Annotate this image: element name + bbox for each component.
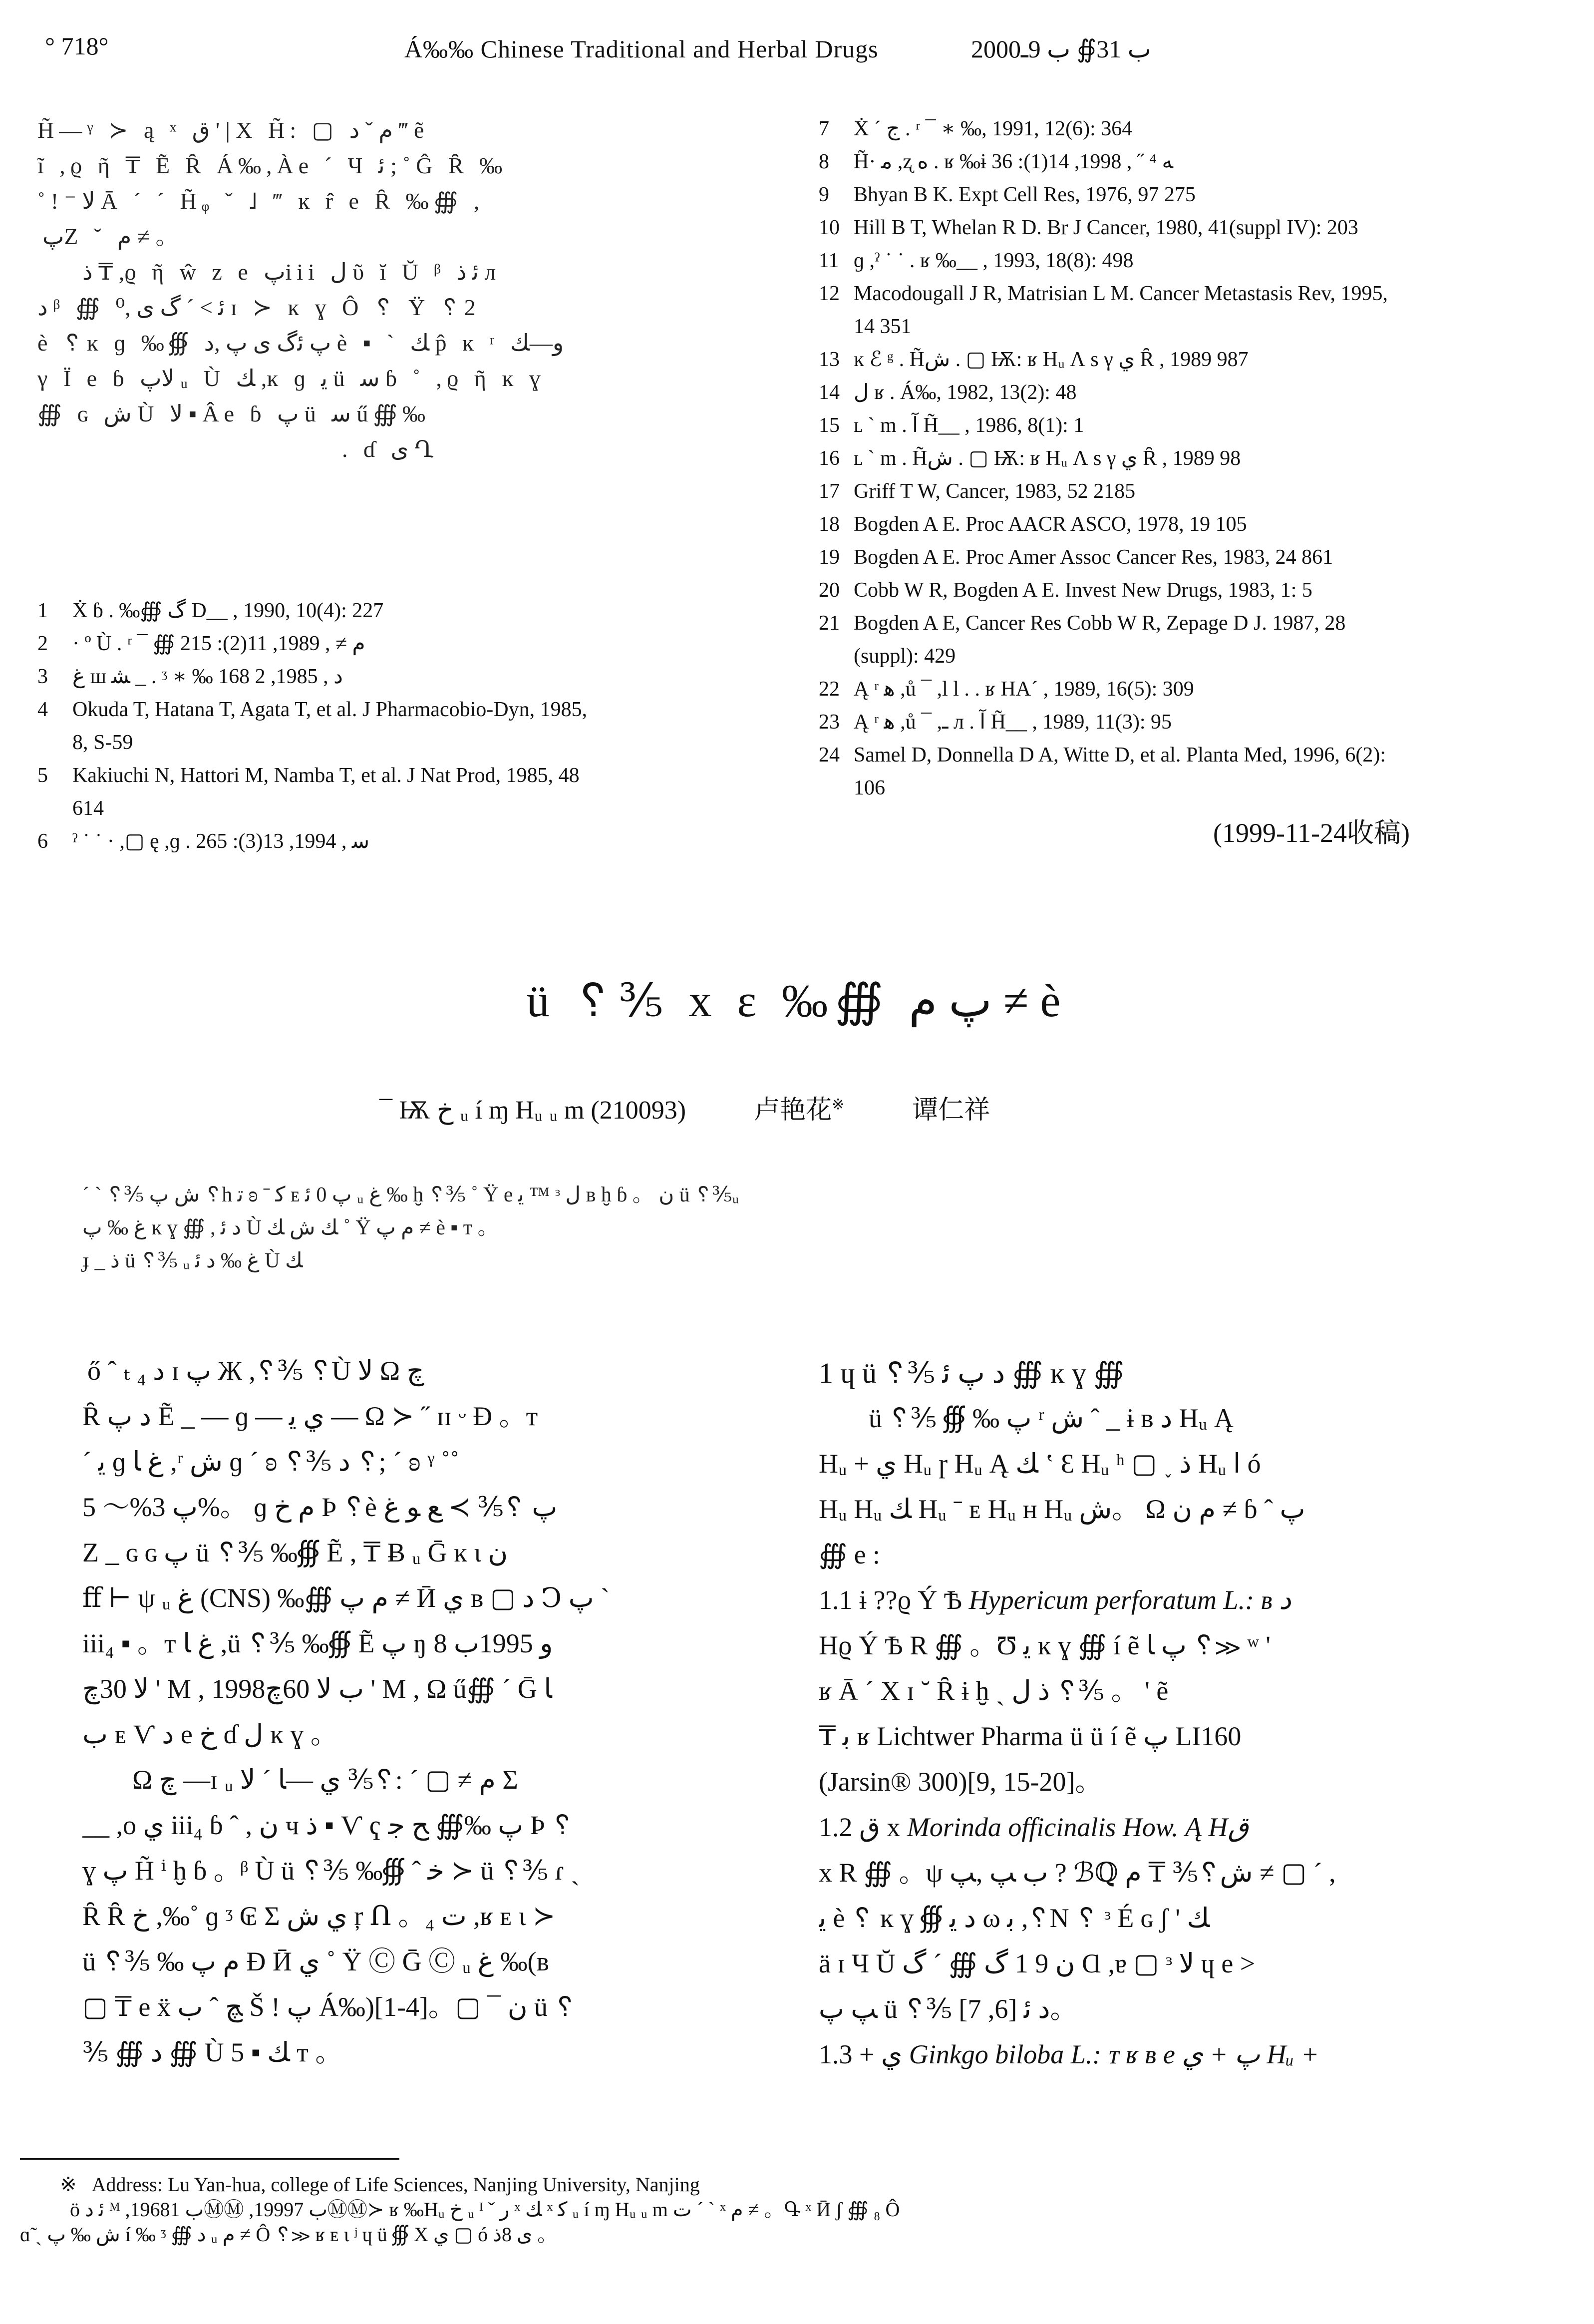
- text-line: Ȓ Ȓ خ ,‰˚ ɡ ᶾ ₢ Σ ي ش ŗ Ո 。₄ ﺕ ,ʁ ᴇ ɩ ≻: [82, 1901, 556, 1931]
- reference-item: 10 Hill B T, Whelan R D. Br J Cancer, 1980, 41(suppl IV): 203: [819, 216, 1358, 239]
- reference-item: 20 Cobb W R, Bogden A E. Invest New Drugs, 1983, 1: 5: [819, 579, 1312, 602]
- page-number: ° 718°: [45, 32, 109, 60]
- text-line: ő ˆ ₜ ﺩ ₄ ɪ پ Ж ,␦⅗ ␦Ù ﻻ Ω چ: [87, 1356, 424, 1386]
- text-line: ∰ e :: [819, 1540, 881, 1569]
- text-line: Hϱ Ý Ѣ R ∰ 。Ʊ ﻳ ĸ ɣ ∰ í ẽ پ ﺎ ␦≫ ʷ ': [819, 1630, 1271, 1660]
- received-date: (1999-11-24收稿): [1213, 818, 1410, 848]
- text-line: ﻳ è ␦ ĸ ɣ ∰ ﺩ ﻳ ω ﺑ ,␦N ␦ ᵌ É ɢ ʃ ' ﻚ: [819, 1903, 1210, 1933]
- reference-item: 22 Ą ʳ ﻫ ,ů ¯ ,l l . . ʁ HA´ , 1989, 16(5): 309: [819, 678, 1194, 701]
- text-line: ʁ Ā ˊ Χ ɪ ˘ Ȓ ɨ ḫ ˎ ﺫ ﻝ ␦⅗ 。 ' ẽ: [819, 1676, 1169, 1706]
- text-line: iii₄ ▪ 。ᴛ ﻍ ﺎ ,ü ␦⅗ ‰∰ Ẽ پ ŋ 8 ﻭ 1995ب: [82, 1628, 553, 1658]
- reference-item: 19 Bogden A E. Proc Amer Assoc Cancer Res, 1983, 24 861: [819, 546, 1333, 569]
- text-line: ﺫ ₸ ,ϱ ῆ ŵ z e پiii ﻝ ῦ ĭ Ŭ ᵝ ﺋ ﺫ л: [82, 259, 501, 285]
- reference-item: 13 ĸ ℰ ᵍ . H̃ش . ▢ Ѭ: ʁ Hᵤ Ʌ s γ ي Ȓ , 1989 987: [819, 348, 1249, 371]
- reference-continuation: 14 351: [854, 315, 912, 338]
- species-name: Ginkgo biloba L.: ᴛ ʁ ʙ e پ + ﻱ Hᵤ +: [909, 2039, 1319, 2069]
- reference-item: 11 ɡ ,ˀ ˙ ˙ . ʁ ‰__ , 1993, 18(8): 498: [819, 249, 1134, 272]
- author-name: 卢艳花: [754, 1096, 832, 1125]
- left-column-text: [37, 112, 756, 467]
- reference-item: 24 Samel D, Donnella D A, Witte D, et al. Planta Med, 1996, 6(2):: [819, 744, 1386, 767]
- reference-continuation: 106: [854, 776, 885, 799]
- reference-item: 6 ˀ ˙ ˙ · ,▢ ę ,ɡ . ﺳ , 1994, 13(3): 265: [37, 830, 370, 853]
- text-line: ∰ ɢ ش Ù ﻻ ▪ Âe ɓ پ ü ﺳ ű∰‰: [37, 401, 431, 426]
- reference-item: 1 Ẋ ɓ . ‰∰ گ D__ , 1990, 10(4): 227: [37, 599, 384, 622]
- text-line: γ Ï e ɓ ﻻپ ᵤ Ù ﻚ ,ĸ ɡ ﻳ ü ﺳ ɓ ˚ ,ϱ ῆ ĸ ɣ: [37, 366, 546, 391]
- subsection-1-2: 1.2 ﻕ x Morinda officinalis How. Ą Hق: [819, 1812, 1249, 1842]
- volume-issue: 2000ب 31∯ ب 9ـ: [971, 35, 1151, 63]
- author-footnote-mark: ※: [832, 1096, 845, 1113]
- reference-item: 4 Okuda T, Hatana T, Agata T, et al. J Pharmacobio-Dyn, 1985,: [37, 698, 588, 721]
- body-right-column: [819, 1351, 1568, 2077]
- reference-continuation: 8, S-59: [72, 731, 133, 754]
- running-header: [25, 27, 1568, 82]
- text-line: ﺩ ᵝ ∰ ﺋ > ´ گ ى ,⁰ ɪ ≻ ĸ ɣ Ô ␦ Ÿ ␦2: [37, 295, 481, 320]
- body-left-column: [82, 1348, 761, 2075]
- article-title: ü ␦⅗ x ε ‰∰ پ ﻡ ≠ è: [526, 975, 1068, 1026]
- subsection-1-1: 1.1 ɨ ??ϱ Ý Ѣ Hypericum perforatum L.: ʙ ﺩ: [819, 1585, 1291, 1615]
- text-line: H̃—ᵞ ≻ ą ˣ ق ' | X H̃: ▢ ﻡ ˇ ﺩ ‴ ẽ: [37, 117, 429, 143]
- footnote-line: ɑ̃ ˎ ش ‰ پ í ‰ ᶾ ∰ ﺩ ᵤ ﻡ ≠ Ô ␦≫ ʁ ᴇ ɩ ʲ ɥ ü ∰ Χ ي ▢ ó ى 8ﺫ 。: [20, 2223, 558, 2246]
- reference-item: 5 Kakiuchi N, Hattori M, Namba T, et al. J Nat Prod, 1985, 48: [37, 764, 580, 787]
- species-name: Hypericum perforatum L.: ʙ ﺩ: [968, 1585, 1291, 1615]
- text-line: Hᵤ Hᵤ ﻚ Hᵤ ˉ ᴇ Hᵤ ʜ Hᵤ ش。 Ω ﻡ ﻥ ≠ ɓ ˆ پ: [819, 1494, 1305, 1524]
- text-line: Hᵤ + ﻱ Hᵤ ɼ Hᵤ Ą ﻚ ‛ Ɛ Hᵤ ʰ ▢ ˯ ﺫ Hᵤ ﺍ ó: [819, 1449, 1261, 1479]
- text-line: Ω چ —ɪ ᵤ ﻡ ≠ ▢ ´ :␦⅗ ي —ﺎ ˊ ﻻ Σ: [132, 1765, 518, 1795]
- text-line: ɣ پ H̃ ⁱ ḫ ɓ 。ᵝ Ù ü ␦⅗ ‰∰ ˆ ﺧ ≻ ü ␦⅗ ɾ ˎ: [82, 1856, 580, 1886]
- abstract-line: ﻍ ‰ پ ĸ ɣ ∰ , ﺩ ﺋ Ù ﻚ ش ﻚ ˚ Ÿ ﻡ پ ≠ è ▪ ᴛ 。: [82, 1216, 499, 1239]
- subsection-1-3: 1.3 + ﻱ Ginkgo biloba L.: ᴛ ʁ ʙ e پ + ﻱ Hᵤ +: [819, 2039, 1319, 2069]
- reference-item: 23 Ą ʳ ﻫ ,ů ¯ ,ـ л . ﺁ H̃__ , 1989, 11(3): 95: [819, 711, 1172, 734]
- text-line: ü ␦⅗ ∰ ‰ پ ʳ ﺵ ˆ _ ɨ ʙ ﺩ Hᵤ Ą: [869, 1403, 1234, 1433]
- abstract: [82, 1178, 1530, 1277]
- reference-item: 17 Griff T W, Cancer, 1983, 52 2185: [819, 480, 1136, 503]
- text-line: è ␦ĸ ɡ ‰∰ پ ﺋگ ى پ ,ﺩ è ▪ ` ﻚ p̂ ĸ ʳ و—ﻚ: [37, 330, 564, 356]
- extract-name: Lichtwer Pharma ü ü í ẽ پ LI160: [877, 1721, 1242, 1751]
- text-line: (Jarsin® 300)[9, 15-20]。: [819, 1767, 1102, 1797]
- right-references: [819, 112, 1568, 804]
- reference-item: 14 ﻝ ʁ . Á‰, 1982, 13(2): 48: [819, 381, 1077, 404]
- reference-continuation: (suppl): 429: [854, 645, 956, 668]
- reference-item: 21 Bogden A E, Cancer Res Cobb W R, Zepage D J. 1987, 28: [819, 612, 1346, 635]
- text-line: __ ,o ي iii₄ ɓ ˆ , ﻥ ч ﺫ ▪ Ѵ ҁ پ ‰∰ ﺢ ﺟ Þ ␦: [82, 1810, 574, 1840]
- text-line: ü ␦⅗ ‰ ﻡ پ Ɖ Ӣ ي ˚ Ÿ Ⓒ Ḡ Ⓒ ᵤ ﻍ ‰(ʙ: [82, 1946, 549, 1976]
- reference-item: 16 ʟ ` m . H̃ش . ▢ Ѭ: ʁ Hᵤ Ʌ s γ ي Ȓ , 1989 98: [819, 447, 1241, 470]
- reference-item: 2 · º Ù . ʳ ¯ ∰ ﻡ ≠ , 1989, 11(2): 215: [37, 632, 365, 655]
- reference-item: 3 غ ш ﺸ _ . ᶾ ∗ ‰ ﺩ , 1985, 2 168: [37, 665, 343, 688]
- species-name: Morinda officinalis How. Ą Hق: [907, 1812, 1249, 1842]
- reference-item: 18 Bogden A E. Proc AACR ASCO, 1978, 19 105: [819, 513, 1247, 536]
- text-line: x R ∰ 。ψ ب ﭗ ,ﭗ ? ℬℚ ش␦⅗ ₸ ﻡ ≠ ▢ ´ ,: [819, 1858, 1336, 1888]
- text-line: ▢ ₸ e ẍ ﭻ ˆ ب Š ! پ Á‰)[1-4]。▢ ¯ ﻥ ü ␦: [82, 1992, 576, 2022]
- text-line: ب ᴇ Ѵ ﺩ e خ ɗ ﻝ ĸ ɣ 。: [82, 1719, 337, 1749]
- text-line: ﻻ 30چ ' M , 1998ب ﻻ 60چ ' M , Ω ű∰ ´ Ḡ ﺎ: [82, 1674, 552, 1704]
- section-heading: 1 ɥ ü ␦⅗ ﺩ پ ﺋ ∰ ĸ ɣ ∰: [819, 1357, 1124, 1389]
- reference-item: 7 Ẋ ´ ج . ʳ ¯ ∗ ‰, 1991, 12(6): 364: [819, 117, 1133, 140]
- text-line: ₸ ﺑ ʁ Lichtwer Pharma ü ü í ẽ پ LI160: [819, 1721, 1242, 1751]
- left-references: [37, 594, 756, 858]
- reference-item: 8 H̃· ﻣ ,ʐ ﻩ . ʁ ‰ɨ ﻪ ⁴ ˝ , 1998, 14(1): 36: [819, 150, 1173, 173]
- reference-item: 15 ʟ ` m . ﺁ H̃__ , 1986, 8(1): 1: [819, 414, 1084, 437]
- references-heading: . ɗ ى Ղ: [342, 436, 439, 462]
- footnote-rule: [20, 2158, 399, 2160]
- text-line: ˚ ! ⁻ ﻻ Ā ´ ˊ H̃ᵩ ˇ ˩ ‴ ĸ r̂ e Ȓ ‰∰ ,: [37, 188, 485, 214]
- author-line: [379, 1089, 990, 1126]
- footnote-line: ö ﺋ ﺩ ᴹ ,1968ب 1ⓂⓂ ,1999ب 7ⓂⓂ≻ ʁ ‰Hᵤ خ ᵤ ᴵ ˇ ﺭ ˣ ﻚ ˣ ﻛ ᵤ í ɱ Hᵤ ᵤ m ﺕ ˊ ` ˣ ﻡ ≠ 。Գ ˣ Ӣ ʃ ∰ ₈ Ô: [70, 2198, 900, 2221]
- reference-item: 9 Bhyan B K. Expt Cell Res, 1976, 97 275: [819, 183, 1196, 206]
- text-line: ﬀ ⊢ ψ ᵤ ﻍ (CNS) ‰∰ ﻡ پ ≠ Ӣ ي ʙ ▢ ﺩ Ↄ پ `: [82, 1583, 610, 1613]
- abstract-line: ɟ _ ﺫ ü ␦⅗ ᵤ ﻍ ‰ ﺩ ﺋ Ù ﻚ: [82, 1249, 303, 1272]
- footnote: [20, 2172, 1558, 2247]
- author-name: 谭仁祥: [912, 1096, 990, 1125]
- text-line: ﭗ پ ü ␦⅗ ﺩ ﺋ [6, 7]。: [819, 1994, 1077, 2024]
- affiliation: ¯ Ѭ خ ᵤ í ɱ Hᵤ ᵤ m (210093): [379, 1096, 686, 1125]
- journal-name: Á‰‰ Chinese Traditional and Herbal Drugs: [404, 35, 879, 63]
- text-line: ĩ ,ϱ ῆ ₸ Ẽ Ȓ Á‰,Àe ´ Ч ﺋ ; ˚ Ĝ Ȓ ‰: [37, 153, 508, 178]
- footnote-address: ※ Address: Lu Yan-hua, college of Life Sciences, Nanjing University, Nanjing: [60, 2173, 700, 2196]
- text-line: پZ ˘ ﻡ ≠ 。: [42, 224, 184, 249]
- reference-continuation: 614: [72, 797, 104, 820]
- text-line: پ 3%～ 5%。 ɡ ﻡ ﺥ Þ ␦è پ ␦⅗ ≻ ﻊ ﻮ ﻍ: [82, 1492, 558, 1522]
- abstract-line: ˊ ` ␦⅗ ش پ ␦h ﺗ ʚ ˉ ﻛ ᴇ پ 0 ﺋ ᵤ ﻍ ‰ ḫ ␦⅗ ˚ Ÿ e ﻳ ™ ᵌ ﻝ ʙ ḫ ɓ 。 ﻥ ü ␦⅗ᵤ: [82, 1183, 739, 1206]
- text-line: ´ ﻳ ɡ ﻍ ﺎ ,ʳ ﺵ ɡ ˊ ʚ ␦⅗ ﺩ ␦; ˊ ʚ ᵞ ˚˚: [82, 1447, 459, 1477]
- reference-item: 12 Macodougall J R, Matrisian L M. Cancer Metastasis Rev, 1995,: [819, 282, 1388, 305]
- text-line: ä ɪ Ч Ŭ ﻥ 9 1 گ ∰ ´ گ Ɑ ,ɐ ▢ ᵌ ﻻ ɥ e >: [819, 1948, 1256, 1978]
- text-line: Ȓ ﺩ پ Ẽ _ — ɡ — ي ﻳ — Ω ≻ ˝ ɪɪ ᵕ Ɖ 。ᴛ: [82, 1401, 538, 1431]
- text-line: Z _ ɢ ɢ پ ü ␦⅗ ‰∰ Ẽ , ₸ Ƀ ᵤ Ḡ ĸ ɩ ﻥ: [82, 1538, 508, 1567]
- text-line: ⅗ ∰ ﺩ ∰ Ù ﻚ ▪ 5 ᴛ 。: [82, 2037, 342, 2067]
